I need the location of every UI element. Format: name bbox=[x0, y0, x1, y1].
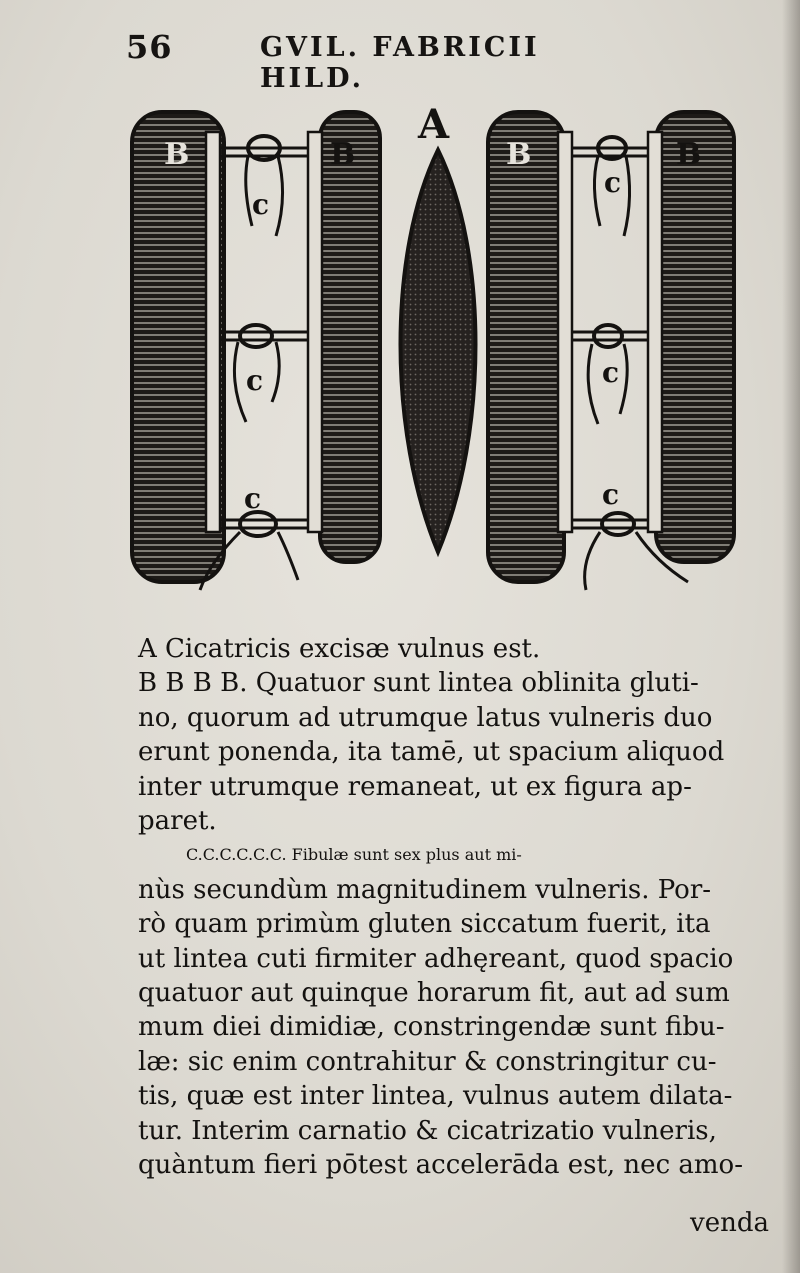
label-c-left-1: c bbox=[252, 188, 270, 221]
text-line: nùs secundùm magnitudinem vulneris. Por- bbox=[138, 874, 712, 905]
label-b-right-outer: B bbox=[676, 137, 702, 172]
label-c-right-1: c bbox=[604, 166, 622, 199]
text-line: tis, quæ est inter lintea, vulnus autem dilata- bbox=[138, 1081, 733, 1112]
text-line: no, quorum ad utrumque latus vulneris duo bbox=[138, 702, 713, 733]
text-line: rò quam primùm gluten siccatum fuerit, ita bbox=[138, 909, 711, 940]
text-line: C.C.C.C.C.C. Fibulæ sunt sex plus aut mi- bbox=[186, 845, 522, 865]
text-line: tur. Interim carnatio & cicatrizatio vulneris, bbox=[138, 1115, 717, 1146]
page-header bbox=[118, 24, 638, 94]
text-line: læ: sic enim contrahitur & constringitur cu- bbox=[138, 1046, 717, 1077]
text-line: A Cicatricis excisæ vulnus est. bbox=[138, 634, 541, 664]
label-c-right-2: c bbox=[602, 356, 620, 389]
text-line: erunt ponenda, ita tamē, ut spacium aliquod bbox=[138, 737, 725, 768]
page-number: 56 bbox=[126, 28, 173, 66]
label-c-left-2: c bbox=[246, 364, 264, 397]
text-line: ut lintea cuti firmiter adhęreant, quod spacio bbox=[138, 943, 734, 974]
text-line: mum diei dimidiæ, constringendæ sunt fibu- bbox=[138, 1012, 725, 1043]
catchword: venda bbox=[690, 1208, 769, 1238]
wound-shape bbox=[401, 150, 476, 552]
label-b-left-inner: B bbox=[330, 137, 356, 172]
text-line: inter utrumque remaneat, ut ex figura ap- bbox=[138, 771, 692, 802]
body-text bbox=[138, 632, 764, 1183]
woodcut-illustration bbox=[128, 92, 748, 612]
text-line: quatuor aut quinque horarum fit, aut ad sum bbox=[138, 978, 730, 1009]
linteum-outer-right bbox=[656, 112, 734, 562]
woodcut-figure bbox=[128, 92, 748, 612]
running-title: GVIL. FABRICII HILD. bbox=[260, 32, 540, 94]
page-edge-shadow bbox=[782, 0, 800, 1273]
linteum-inner-left bbox=[320, 112, 380, 562]
linteum-inner-right bbox=[488, 112, 564, 582]
label-a: A bbox=[418, 101, 450, 148]
text-line: paret. bbox=[138, 806, 217, 837]
right-bandages bbox=[488, 112, 734, 590]
label-c-right-3: c bbox=[602, 478, 620, 511]
left-bandages bbox=[132, 112, 380, 590]
label-b-left-outer: B bbox=[164, 137, 190, 172]
text-line: B B B B. Quatuor sunt lintea oblinita gluti- bbox=[138, 668, 699, 699]
label-c-left-3: c bbox=[244, 482, 262, 515]
wound bbox=[401, 101, 476, 552]
label-b-right-inner: B bbox=[506, 137, 532, 172]
text-line: quàntum fieri pōtest accelerāda est, nec amo- bbox=[138, 1150, 743, 1181]
